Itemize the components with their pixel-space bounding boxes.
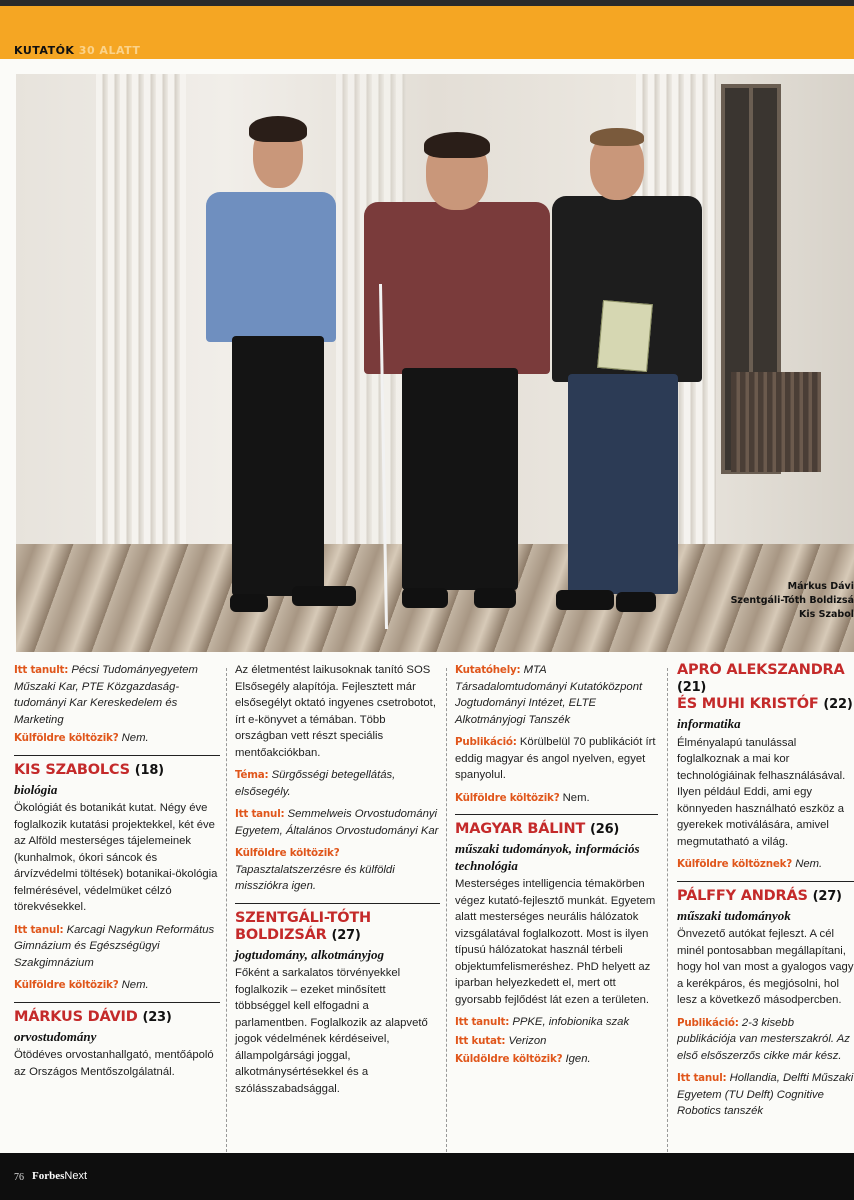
topic-label: Téma: [235, 769, 269, 781]
brand-name: Forbes [32, 1170, 65, 1182]
profile-body: Mesterséges intelligencia témakörben végez kutató-fejlesztő munkát. Egyetem alatt mesterséges neurális hálózatok vizsgálatával foglalkozott. Most is ilyen típusú hálózatokat használ térbeli objektumfelismeréshez. PhD helyett az iparban helyezkedett el, mert ott gyorsabb fejlődést lát ezen a területen. [455, 878, 656, 1006]
studied-text: PPKE, infobionika szak [512, 1016, 630, 1028]
abroad-label: Küldöldre költözik? [455, 1053, 563, 1065]
studied-entry [14, 922, 220, 972]
profile-field: informatika [677, 716, 741, 731]
abroad-entry [455, 1051, 658, 1068]
topic-text: Sürgősségi betegellátás, elsősegély. [235, 769, 396, 798]
profile-name-line-2 [677, 696, 854, 713]
publication-entry [677, 1015, 854, 1065]
person-middle-trousers [402, 368, 518, 590]
abroad-entry [677, 856, 854, 873]
person-middle-sweater [364, 202, 550, 374]
studied-entry [14, 662, 220, 728]
abroad-label: Külföldre költözik? [455, 791, 560, 804]
caption-line-2: Szentgáli-Tóth Boldizsá [730, 595, 854, 606]
brand-suffix: Next [64, 1170, 88, 1182]
name-text: APRÓ ALEKSZANDRA [677, 662, 845, 678]
text-column-3 [455, 662, 658, 1074]
profile-name [14, 762, 220, 779]
person-right-jeans [568, 374, 678, 594]
abroad-text: Nem. [121, 732, 149, 744]
person-left-shirt [206, 192, 336, 342]
person-left-shoe-1 [230, 594, 268, 612]
name-text: ÉS MUHI KRISTÓF [677, 696, 819, 712]
profile-body: Ötödéves orvostanhallgató, mentőápoló az Országos Mentőszolgálatnál. [14, 1049, 214, 1078]
studied-label: Itt tanul: [14, 923, 64, 936]
workplace-label: Kutatóhely: [455, 664, 521, 676]
age-text: (22) [823, 697, 853, 712]
person-right-hair [590, 128, 644, 146]
publication-text: Körülbelül 70 publikációt írt eddig magyar és angol nyelven, egyet spanyolul. [455, 736, 656, 781]
profile-body: Élményalapú tanulással foglalkoznak a mai kor technológiáinak felhasználásával. Ilyen például Eddi, ami egy könnyeden használható eszköz a gyerekek motiválására, amivel megmutatható a világ. [677, 736, 846, 848]
abroad-text: Tapasztalatszerzésre és külföldi missziókra igen. [235, 863, 395, 892]
abroad-text: Nem. [121, 979, 149, 991]
text-column-2 [235, 662, 440, 1103]
studied-label: Itt tanul: [677, 1072, 727, 1084]
person-middle-shoe-1 [402, 588, 448, 608]
publication-label: Publikáció: [677, 1016, 739, 1029]
profile-body: Az életmentést laikusoknak tanító SOS Elsősegély alapítója. Fejlesztett már elsősegélyt oktató ingyenes csetrobotot, írt e-könyvet a témában. Több országban vett részt speciális mentőakciókban. [235, 664, 436, 759]
publication-entry [455, 734, 658, 784]
abroad-text: Igen. [565, 1053, 591, 1065]
profile-name [14, 1009, 220, 1026]
studied-entry [235, 806, 440, 839]
person-right-shoe-1 [556, 590, 614, 610]
profile-field: műszaki tudományok [677, 907, 791, 923]
abroad-label: Külföldre költözik? [14, 732, 119, 744]
header-band [0, 0, 854, 59]
profile-field: biológia [14, 781, 58, 797]
studied-label: Itt tanul: [235, 808, 285, 820]
studied-text: Hollandia, Delfti Műszaki Egyetem (TU Delft) Cognitive Robotics tanszék [677, 1072, 854, 1117]
person-right-shoe-2 [616, 592, 656, 612]
workplace-text: MTA Társadalomtudományi Kutatóközpont Jogtudományi Intézet, ELTE Alkotmányjogi Tanszék [455, 664, 643, 726]
column-separator-1 [226, 668, 227, 1152]
age-text: (21) [677, 680, 707, 695]
header-top-strip [0, 0, 854, 6]
workplace-entry [455, 662, 658, 728]
profile-rule [455, 814, 658, 815]
studied-text: Semmelweis Orvostudományi Egyetem, Általános Orvostudományi Kar [235, 808, 439, 837]
studied-label: Itt tanult: [455, 1016, 510, 1028]
name-text: SZENTGÁLI-TÓTH BOLDIZSÁR [235, 909, 371, 943]
age-text: (26) [589, 822, 620, 837]
name-text: MAGYAR BÁLINT [455, 821, 586, 837]
person-left-trousers [232, 336, 324, 596]
age-text: (23) [142, 1009, 172, 1025]
profile-body: Önvezető autókat fejleszt. A cél minél pontosabban megállapítani, hogy hol van most a gyalogos vagy a kerékpáros, és megjósolni, hol lesz a következő másodpercben. [677, 928, 854, 1006]
profile-body: Ökológiát és botanikát kutat. Négy éve foglalkozik kutatási projektekkel, két éve az Alföld mesterséges tájelemeinek (kunhalmok, ókori sáncok és árvízvédelmi töltések) botanikai-ökológia felmérésével, védelmüket célzó törekvésekkel. [14, 802, 218, 913]
studied-entry [455, 1014, 658, 1031]
text-column-1 [14, 662, 220, 1086]
studied-entry [677, 1070, 854, 1120]
photo-radiator [731, 372, 821, 472]
abroad-entry [14, 977, 220, 994]
person-middle-shoe-2 [474, 588, 516, 608]
profile-rule [14, 1002, 220, 1003]
page-footer [0, 1153, 854, 1200]
person-left-shoe-2 [292, 586, 356, 606]
profile-name [235, 910, 440, 944]
page-number: 76 [14, 1172, 24, 1183]
studied-label: Itt tanult: [14, 664, 69, 676]
column-separator-3 [667, 668, 668, 1152]
profile-field: orvostudomány [14, 1028, 97, 1044]
profile-rule [677, 881, 854, 882]
photo-caption [731, 580, 854, 622]
studied-text: Pécsi Tudományegyetem Műszaki Kar, PTE Közgazdaságtudományi Kar Kereskedelem és Marketing [14, 664, 198, 726]
profile-name [455, 821, 658, 838]
studied-text: Karcagi Nagykun Református Gimnázium és Egészségügyi Szakgimnázium [14, 923, 215, 969]
abroad-label: Külföldre költözik? [235, 847, 340, 859]
person-left-hair [249, 116, 307, 142]
publication-text: 2-3 kisebb publikációja van mesterszakról. Az első elsőszerzős cikke már kész. [677, 1016, 850, 1062]
age-text: (27) [331, 927, 361, 943]
name-text: MÁRKUS DÁVID [14, 1008, 138, 1025]
held-book [597, 300, 653, 372]
profile-name [677, 662, 854, 696]
profile-field: jogtudomány, alkotmányjog [235, 946, 385, 962]
publication-label: Publikáció: [455, 736, 517, 748]
abroad-entry [455, 790, 658, 807]
abroad-label: Külföldre költözik? [14, 979, 119, 991]
age-text: (18) [134, 762, 164, 778]
kicker-part-a: KUTATÓK [14, 44, 75, 57]
research-entry [455, 1033, 658, 1050]
profile-name [677, 888, 854, 905]
topic-entry [235, 767, 440, 800]
caption-line-1: Márkus Dávi [787, 581, 854, 592]
caption-line-3: Kis Szabol [799, 609, 854, 620]
name-text: PÁLFFY ANDRÁS [677, 887, 808, 904]
group-photo [16, 74, 854, 652]
abroad-entry [235, 845, 440, 895]
profile-body: Főként a sarkalatos törvényekkel foglalkozik – ezeket minősített többséggel kell elfogadni a parlamentben. Foglalkozik az alapvető jogok védelmének kérdéseivel, állampolgársági joggal, alkotmánysértésekkel és a szólásszabadsággal. [235, 967, 428, 1095]
research-text: Verizon [508, 1034, 547, 1047]
abroad-label: Külföldre költöznek? [677, 858, 793, 870]
kicker-part-b: 30 ALATT [78, 44, 141, 57]
abroad-text: Nem. [795, 858, 823, 870]
column-separator-2 [446, 668, 447, 1152]
name-text: KIS SZABOLCS [14, 761, 130, 778]
section-kicker [14, 44, 140, 57]
text-column-4 [677, 662, 854, 1126]
profile-field: műszaki tudományok, információs technológia [455, 841, 640, 873]
abroad-entry [14, 730, 220, 747]
age-text: (27) [812, 888, 842, 904]
profile-rule [235, 903, 440, 904]
profile-rule [14, 755, 220, 756]
research-label: Itt kutat: [455, 1034, 506, 1047]
abroad-text: Nem. [562, 791, 590, 804]
person-middle-hair [424, 132, 490, 158]
footer-brand [32, 1170, 87, 1182]
